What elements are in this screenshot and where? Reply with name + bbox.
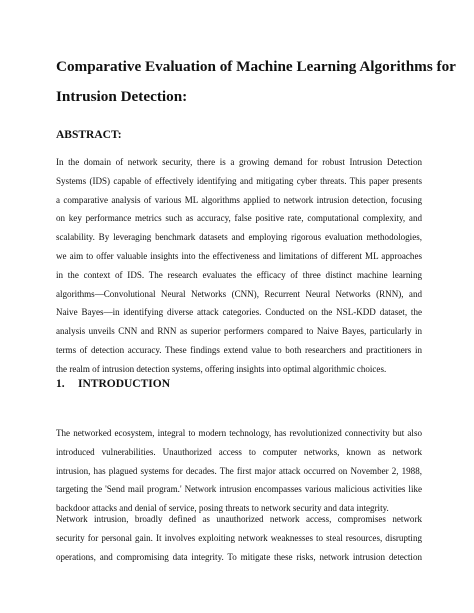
- abstract-line: we aim to offer valuable insights into the effectiveness and limitations of different ML approaches: [56, 250, 422, 261]
- abstract-paragraph: [56, 153, 422, 379]
- section-number: 1.: [56, 378, 65, 390]
- abstract-line: scalability. By leveraging benchmark datasets and employing rigorous evaluation methodologies,: [56, 232, 422, 243]
- abstract-line: In the domain of network security, there is a growing demand for robust Intrusion Detection: [56, 157, 422, 167]
- abstract-line: a comparative analysis of various ML algorithms applied to network intrusion detection, focusing: [56, 194, 422, 205]
- abstract-line: terms of detection accuracy. These findings extend value to both researchers and practitioners in: [56, 344, 422, 355]
- section-title: INTRODUCTION: [78, 378, 171, 390]
- body-line: targeting the 'Send mail program.' Network intrusion encompasses various malicious activities like: [56, 484, 422, 495]
- body-line: The networked ecosystem, integral to modern technology, has revolutionized connectivity but also: [56, 428, 422, 438]
- abstract-heading: ABSTRACT:: [56, 129, 122, 141]
- abstract-line: in the context of IDS. The research evaluates the efficacy of three distinct machine learning: [56, 269, 422, 280]
- paper-title: [56, 52, 456, 112]
- body-line: backdoor attacks and denial of service, posing threats to network security and data integrity.: [56, 503, 389, 514]
- body-line: security for personal gain. It involves exploiting network weaknesses to steal resources, disrupting: [56, 532, 422, 543]
- abstract-line: analysis unveils CNN and RNN as superior performers compared to Naive Bayes, particularly in: [56, 326, 422, 337]
- paper-title-line-1: Comparative Evaluation of Machine Learning Algorithms for: [56, 58, 456, 75]
- paper-title-line-2: Intrusion Detection:: [56, 88, 188, 105]
- abstract-line: Naive Bayes—in identifying diverse attack categories. Conducted on the NSL-KDD dataset, the: [56, 307, 422, 318]
- body-line: operations, and compromising data integrity. To mitigate these risks, network intrusion detection: [56, 551, 422, 562]
- introduction-paragraph-1: [56, 424, 422, 518]
- abstract-line: on key performance metrics such as accuracy, false positive rate, computational complexity, and: [56, 213, 422, 224]
- introduction-paragraph-2: [56, 510, 422, 566]
- abstract-line: algorithms—Convolutional Neural Networks (CNN), Recurrent Neural Networks (RNN), and: [56, 288, 422, 299]
- abstract-line: the realm of intrusion detection systems, offering insights into optimal algorithmic choices.: [56, 363, 387, 374]
- body-line: intrusion, has plagued systems for decades. The first major attack occurred on November 2, 1988,: [56, 465, 422, 476]
- introduction-heading: [56, 376, 170, 392]
- body-line: Network intrusion, broadly defined as unauthorized network access, compromises network: [56, 514, 422, 524]
- abstract-line: Systems (IDS) capable of effectively identifying and mitigating cyber threats. This paper presents: [56, 175, 422, 186]
- body-line: introduced vulnerabilities. Unauthorized access to computer networks, known as network: [56, 446, 422, 457]
